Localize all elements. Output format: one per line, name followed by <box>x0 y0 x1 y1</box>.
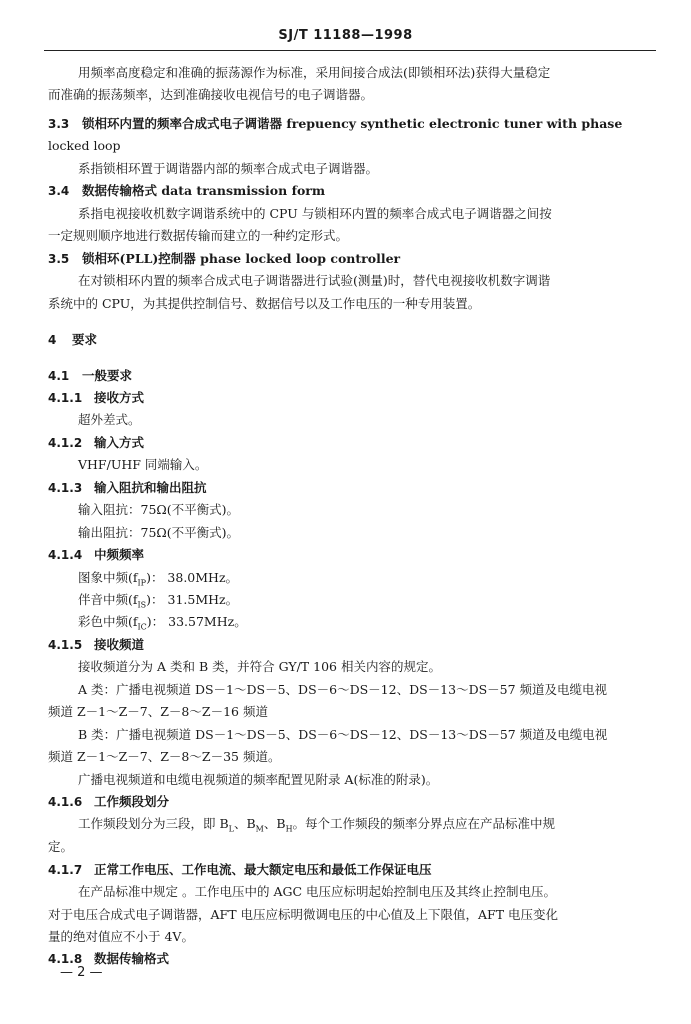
text-line: 定。 <box>48 839 74 854</box>
page-number: — 2 — <box>60 965 103 980</box>
text-fragment: 。每个工作频段的频率分界点应在产品标准中规 <box>292 816 556 831</box>
text-line: 在对锁相环内置的频率合成式电子调谐器进行试验(测量)时，替代电视接收机数字调谐 <box>78 273 551 288</box>
section-number: 4.1.6 <box>48 795 83 809</box>
text-fragment: 工作频段划分为三段，即 B <box>78 816 229 831</box>
text-line: 超外差式。 <box>78 412 141 427</box>
section-title: 输入阻抗和输出阻抗 <box>94 480 207 495</box>
section-title: 工作频段划分 <box>94 794 170 809</box>
section-number: 4.1.2 <box>48 436 83 450</box>
section-heading-4 <box>48 329 97 351</box>
text-line <box>78 813 555 840</box>
section-title: 要求 <box>72 332 98 347</box>
section-heading-4-1-1 <box>48 387 144 409</box>
text-fragment: 伴音中频(f <box>78 592 138 607</box>
text-fragment: )： 33.57MHz。 <box>146 614 247 629</box>
section-title: 数据传输格式 data transmission form <box>82 183 326 198</box>
text-line: 系统中的 CPU，为其提供控制信号、数据信号以及工作电压的一种专用装置。 <box>48 296 481 311</box>
text-line: 频道 Z－1～Z－7、Z－8～Z－35 频道。 <box>48 749 281 764</box>
section-title: 正常工作电压、工作电流、最大额定电压和最低工作保证电压 <box>94 862 432 877</box>
section-title: 中频频率 <box>94 547 145 562</box>
text-line: B 类：广播电视频道 DS－1～DS－5、DS－6～DS－12、DS－13～DS－57 频道及电缆电视 <box>78 727 608 742</box>
section-number: 4.1.4 <box>48 548 83 562</box>
subscript: H <box>285 824 293 834</box>
text-line: locked loop <box>48 138 121 153</box>
subscript: IP <box>137 578 147 588</box>
section-title: 一般要求 <box>82 368 133 383</box>
text-line: 一定规则顺序地进行数据传输而建立的一种约定形式。 <box>48 228 349 243</box>
section-heading-3-3 <box>48 113 622 135</box>
section-number: 4.1.7 <box>48 863 83 877</box>
header-rule <box>44 50 656 51</box>
text-line: 系指电视接收机数字调谐系统中的 CPU 与锁相环内置的频率合成式电子调谐器之间按 <box>78 206 552 221</box>
section-title: 锁相环(PLL)控制器 phase locked loop controller <box>82 251 401 266</box>
section-number: 4.1 <box>48 369 70 383</box>
text-line: 用频率高度稳定和准确的振荡源作为标准，采用间接合成法(即锁相环法)获得大量稳定 <box>78 65 551 80</box>
text-line: 广播电视频道和电缆电视频道的频率配置见附录 A(标准的附录)。 <box>78 772 439 787</box>
section-number: 4.1.8 <box>48 952 83 966</box>
subscript: IC <box>137 622 147 632</box>
text-line: VHF/UHF 同端输入。 <box>78 457 208 472</box>
text-fragment: 、B <box>263 816 286 831</box>
text-line: 输入阻抗：75Ω(不平衡式)。 <box>78 502 240 517</box>
text-line: 而准确的振荡频率，达到准确接收电视信号的电子调谐器。 <box>48 87 374 102</box>
section-heading-3-4 <box>48 180 325 202</box>
section-heading-4-1-6 <box>48 791 169 813</box>
section-number: 4 <box>48 333 57 347</box>
text-fragment: 图象中频(f <box>78 570 138 585</box>
text-line: 频道 Z－1～Z－7、Z－8～Z－16 频道 <box>48 704 268 719</box>
subscript: IS <box>137 600 147 610</box>
section-number: 3.3 <box>48 117 70 131</box>
section-title: 锁相环内置的频率合成式电子调谐器 frepuency synthetic electronic tuner with phase <box>82 116 623 131</box>
section-heading-4-1-5 <box>48 634 144 656</box>
section-number: 4.1.3 <box>48 481 83 495</box>
text-line: 在产品标准中规定 。工作电压中的 AGC 电压应标明起始控制电压及其终止控制电压。 <box>78 884 556 899</box>
section-heading-4-1-3 <box>48 477 207 499</box>
section-number: 3.4 <box>48 184 70 198</box>
text-line: 对于电压合成式电子调谐器，AFT 电压应标明微调电压的中心值及上下限值，AFT 电压变化 <box>48 907 559 922</box>
subscript: L <box>228 824 234 834</box>
text-fragment: )： 38.0MHz。 <box>146 570 239 585</box>
section-number: 4.1.1 <box>48 391 83 405</box>
section-title: 接收频道 <box>94 637 145 652</box>
text-fragment: 、B <box>233 816 256 831</box>
text-fragment: 彩色中频(f <box>78 614 138 629</box>
text-line: A 类：广播电视频道 DS－1～DS－5、DS－6～DS－12、DS－13～DS－57 频道及电缆电视 <box>78 682 608 697</box>
text-line: 系指锁相环置于调谐器内部的频率合成式电子调谐器。 <box>78 161 379 176</box>
section-heading-4-1 <box>48 365 132 387</box>
text-line: 量的绝对值应不小于 4V。 <box>48 929 194 944</box>
section-heading-3-5 <box>48 248 400 270</box>
standard-code-header: SJ/T 11188—1998 <box>278 28 413 43</box>
section-title: 输入方式 <box>94 435 145 450</box>
section-heading-4-1-7 <box>48 859 432 881</box>
text-line: 接收频道分为 A 类和 B 类，并符合 GY/T 106 相关内容的规定。 <box>78 659 441 674</box>
text-fragment: )： 31.5MHz。 <box>146 592 239 607</box>
section-number: 3.5 <box>48 252 70 266</box>
section-heading-4-1-2 <box>48 432 144 454</box>
section-number: 4.1.5 <box>48 638 83 652</box>
section-title: 接收方式 <box>94 390 145 405</box>
subscript: M <box>255 824 264 834</box>
section-title: 数据传输格式 <box>94 951 170 966</box>
text-line: 输出阻抗：75Ω(不平衡式)。 <box>78 525 240 540</box>
section-heading-4-1-4 <box>48 544 144 566</box>
